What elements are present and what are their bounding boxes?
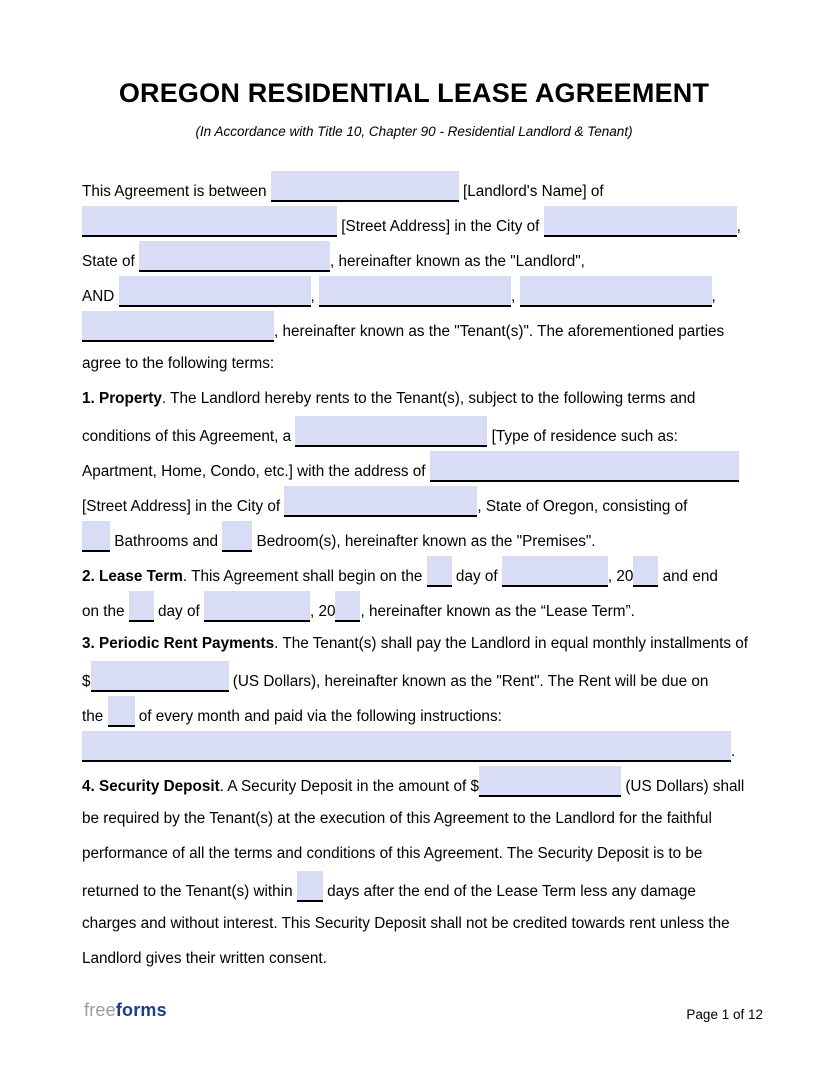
text-line bbox=[82, 276, 788, 311]
text-run: , bbox=[736, 218, 741, 235]
tenant-2-name-field[interactable] bbox=[319, 276, 511, 307]
end-year-field[interactable] bbox=[335, 591, 360, 622]
text-run: Apartment, Home, Condo, etc.] with the address of bbox=[82, 463, 430, 480]
text-run: days after the end of the Lease Term less any damage bbox=[322, 883, 696, 900]
text-line bbox=[82, 801, 788, 836]
text-run: the bbox=[82, 708, 108, 725]
text-run: [Street Address] in the City of bbox=[82, 498, 285, 515]
text-run: , 20 bbox=[607, 568, 634, 585]
page-number: Page 1 of 12 bbox=[686, 1007, 763, 1022]
tenant-4-name-field[interactable] bbox=[82, 311, 274, 342]
rent-due-day-field[interactable] bbox=[108, 696, 135, 727]
text-run: agree to the following terms: bbox=[82, 355, 275, 372]
text-line bbox=[82, 381, 788, 416]
bedrooms-count-field[interactable] bbox=[222, 521, 252, 552]
text-run: (US Dollars) shall bbox=[621, 778, 745, 795]
text-run: and end bbox=[658, 568, 718, 585]
text-line bbox=[82, 731, 788, 766]
text-line bbox=[82, 696, 788, 731]
paragraph-1 bbox=[82, 171, 788, 381]
landlord-name-field[interactable] bbox=[271, 171, 459, 202]
paragraph-2 bbox=[82, 381, 788, 556]
paragraph-4 bbox=[82, 626, 788, 766]
text-line bbox=[82, 171, 788, 206]
text-run: , bbox=[711, 288, 716, 305]
text-run: $ bbox=[82, 673, 91, 690]
bathrooms-count-field[interactable] bbox=[82, 521, 110, 552]
text-run: be required by the Tenant(s) at the execution of this Agreement to the Landlord for the faithful bbox=[82, 810, 712, 827]
text-line bbox=[82, 486, 788, 521]
start-year-field[interactable] bbox=[633, 556, 658, 587]
text-run: . This Agreement shall begin on the bbox=[182, 568, 427, 585]
section-heading: 4. Security Deposit bbox=[82, 778, 220, 795]
deposit-return-days-field[interactable] bbox=[297, 871, 323, 902]
text-run: . The Landlord hereby rents to the Tenant(s), subject to the following terms and bbox=[161, 390, 696, 407]
text-line bbox=[82, 626, 788, 661]
end-day-field[interactable] bbox=[129, 591, 154, 622]
text-run: performance of all the terms and conditions of this Agreement. The Security Deposit is to be bbox=[82, 845, 703, 862]
text-run: Landlord gives their written consent. bbox=[82, 950, 327, 967]
text-line bbox=[82, 206, 788, 241]
text-run: conditions of this Agreement, a bbox=[82, 428, 296, 445]
text-run: . bbox=[731, 743, 736, 760]
text-run: Bathrooms and bbox=[110, 533, 223, 550]
text-line bbox=[82, 766, 788, 801]
logo-free-text: free bbox=[84, 1000, 116, 1020]
text-run: State of bbox=[82, 253, 139, 270]
document-body bbox=[82, 171, 788, 976]
text-run: returned to the Tenant(s) within bbox=[82, 883, 297, 900]
start-day-field[interactable] bbox=[427, 556, 452, 587]
landlord-state-field[interactable] bbox=[139, 241, 330, 272]
section-heading: 3. Periodic Rent Payments bbox=[82, 635, 275, 652]
text-line bbox=[82, 661, 788, 696]
text-run: charges and without interest. This Security Deposit shall not be credited towards rent unless the bbox=[82, 915, 730, 932]
tenant-1-name-field[interactable] bbox=[119, 276, 311, 307]
text-run: , hereinafter known as the "Landlord", bbox=[329, 253, 585, 270]
paragraph-3 bbox=[82, 556, 788, 626]
text-line bbox=[82, 521, 788, 556]
start-month-field[interactable] bbox=[502, 556, 608, 587]
text-run: (US Dollars), hereinafter known as the "Rent". The Rent will be due on bbox=[228, 673, 709, 690]
text-run: . The Tenant(s) shall pay the Landlord in equal monthly installments of bbox=[274, 635, 749, 652]
text-run: , bbox=[511, 288, 520, 305]
text-run: Bedroom(s), hereinafter known as the "Premises". bbox=[252, 533, 596, 550]
end-month-field[interactable] bbox=[204, 591, 310, 622]
text-line bbox=[82, 346, 788, 381]
property-city-field[interactable] bbox=[284, 486, 477, 517]
residence-type-field[interactable] bbox=[295, 416, 487, 447]
text-line bbox=[82, 241, 788, 276]
rent-amount-field[interactable] bbox=[91, 661, 229, 692]
text-line bbox=[82, 871, 788, 906]
security-deposit-amount-field[interactable] bbox=[479, 766, 621, 797]
text-run: This Agreement is between bbox=[82, 183, 271, 200]
section-heading: 1. Property bbox=[82, 390, 162, 407]
document-subtitle: (In Accordance with Title 10, Chapter 90 - Residential Landlord & Tenant) bbox=[195, 124, 633, 139]
text-run: , hereinafter known as the "Tenant(s)". The aforementioned parties bbox=[274, 323, 725, 340]
text-line bbox=[82, 311, 788, 346]
text-line bbox=[82, 416, 788, 451]
text-run: of every month and paid via the following instructions: bbox=[134, 708, 502, 725]
text-run: [Street Address] in the City of bbox=[337, 218, 544, 235]
text-run: on the bbox=[82, 603, 129, 620]
tenant-3-name-field[interactable] bbox=[520, 276, 712, 307]
text-line bbox=[82, 591, 788, 626]
document-title: OREGON RESIDENTIAL LEASE AGREEMENT bbox=[118, 78, 710, 108]
text-line bbox=[82, 906, 788, 941]
text-run: AND bbox=[82, 288, 119, 305]
text-run: . A Security Deposit in the amount of $ bbox=[219, 778, 480, 795]
text-line bbox=[82, 836, 788, 871]
logo-forms-text: forms bbox=[115, 1000, 167, 1020]
payment-instructions-field[interactable] bbox=[82, 731, 731, 762]
section-heading: 2. Lease Term bbox=[82, 568, 183, 585]
text-run: [Type of residence such as: bbox=[487, 428, 678, 445]
text-run: , bbox=[310, 288, 320, 305]
text-run: day of bbox=[451, 568, 502, 585]
text-line bbox=[82, 941, 788, 976]
paragraph-5 bbox=[82, 766, 788, 976]
text-run: [Landlord's Name] of bbox=[458, 183, 604, 200]
property-street-address-field[interactable] bbox=[430, 451, 739, 482]
text-run: day of bbox=[153, 603, 204, 620]
landlord-city-field[interactable] bbox=[544, 206, 737, 237]
text-run: , hereinafter known as the “Lease Term”. bbox=[360, 603, 635, 620]
text-run: , 20 bbox=[309, 603, 336, 620]
text-line bbox=[82, 451, 788, 486]
landlord-street-address-field[interactable] bbox=[82, 206, 337, 237]
text-run: , State of Oregon, consisting of bbox=[477, 498, 688, 515]
text-line bbox=[82, 556, 788, 591]
freeforms-logo bbox=[84, 1000, 167, 1021]
